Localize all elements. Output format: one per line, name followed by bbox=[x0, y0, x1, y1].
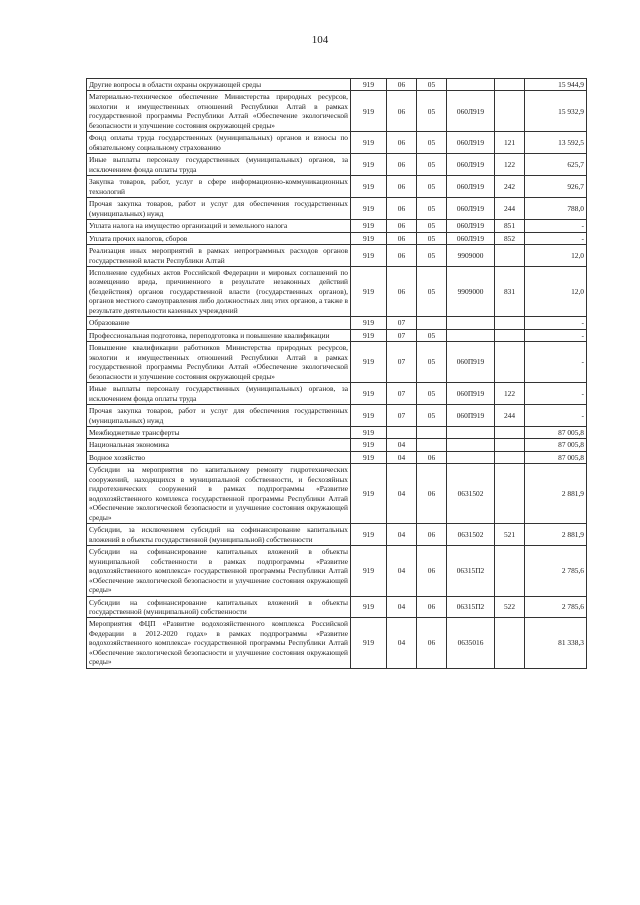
target-code: 060Л919 bbox=[447, 198, 495, 220]
row-name: Фонд оплаты труда государственных (муниципальных) органов и взносы по обязательному социальному страхованию bbox=[87, 132, 351, 154]
table-row bbox=[87, 317, 587, 329]
expense-type-code: 242 bbox=[495, 176, 525, 198]
section-code: 07 bbox=[387, 342, 417, 383]
amount: 13 592,5 bbox=[525, 132, 587, 154]
subsection-code: 05 bbox=[417, 405, 447, 427]
subsection-code: 06 bbox=[417, 451, 447, 463]
expense-type-code: 522 bbox=[495, 596, 525, 618]
target-code bbox=[447, 329, 495, 341]
expense-type-code bbox=[495, 245, 525, 267]
subsection-code: 06 bbox=[417, 464, 447, 524]
row-name: Субсидии на софинансирование капитальных вложений в объекты государственной (муниципальной) собственности bbox=[87, 596, 351, 618]
expense-type-code bbox=[495, 317, 525, 329]
target-code: 060П919 bbox=[447, 342, 495, 383]
target-code: 9909000 bbox=[447, 245, 495, 267]
amount: - bbox=[525, 383, 587, 405]
amount: 2 881,9 bbox=[525, 524, 587, 546]
row-name: Материально-техническое обеспечение Министерства природных ресурсов, экологии и имущественных отношений Республики Алтай в рамках государственной программы Республики Алтай «Обеспечение экологической безопасности и улучшение состояния окружающей среды» bbox=[87, 91, 351, 132]
target-code: 060П919 bbox=[447, 405, 495, 427]
expense-type-code: 122 bbox=[495, 383, 525, 405]
ministry-code: 919 bbox=[351, 79, 387, 91]
table-row bbox=[87, 220, 587, 232]
section-code: 06 bbox=[387, 91, 417, 132]
subsection-code bbox=[417, 317, 447, 329]
target-code: 0631502 bbox=[447, 464, 495, 524]
subsection-code: 05 bbox=[417, 198, 447, 220]
subsection-code: 05 bbox=[417, 132, 447, 154]
table-row bbox=[87, 596, 587, 618]
expense-type-code: 244 bbox=[495, 198, 525, 220]
subsection-code: 05 bbox=[417, 79, 447, 91]
ministry-code: 919 bbox=[351, 342, 387, 383]
section-code: 06 bbox=[387, 232, 417, 244]
target-code bbox=[447, 439, 495, 451]
ministry-code: 919 bbox=[351, 232, 387, 244]
expense-type-code bbox=[495, 439, 525, 451]
row-name: Уплата прочих налогов, сборов bbox=[87, 232, 351, 244]
amount: - bbox=[525, 232, 587, 244]
row-name: Субсидии на софинансирование капитальных вложений в объекты муниципальной собственности в рамках подпрограммы «Развитие водохозяйственного комплекса» государственной программы Республики Алтай «Обеспечение экологической безопасности и улучшение состояния окружающей среды» bbox=[87, 546, 351, 596]
expense-type-code bbox=[495, 79, 525, 91]
section-code: 06 bbox=[387, 176, 417, 198]
amount: - bbox=[525, 220, 587, 232]
section-code bbox=[387, 427, 417, 439]
subsection-code bbox=[417, 427, 447, 439]
expense-type-code: 831 bbox=[495, 266, 525, 316]
subsection-code: 06 bbox=[417, 618, 447, 668]
row-name: Иные выплаты персоналу государственных (муниципальных) органов, за исключением фонда оплаты труда bbox=[87, 383, 351, 405]
target-code: 060Л919 bbox=[447, 132, 495, 154]
amount: 2 785,6 bbox=[525, 596, 587, 618]
section-code: 06 bbox=[387, 154, 417, 176]
amount: 81 338,3 bbox=[525, 618, 587, 668]
section-code: 04 bbox=[387, 464, 417, 524]
expense-type-code: 122 bbox=[495, 154, 525, 176]
section-code: 04 bbox=[387, 439, 417, 451]
ministry-code: 919 bbox=[351, 596, 387, 618]
row-name: Исполнение судебных актов Российской Федерации и мировых соглашений по возмещению вреда, причиненного в результате незаконных действий (бездействия) органов государственной власти (государственных органов), органов местного самоуправления либо должностных лиц этих органов, а также в результате деятельности казенных учреждений bbox=[87, 266, 351, 316]
subsection-code: 05 bbox=[417, 245, 447, 267]
subsection-code: 05 bbox=[417, 383, 447, 405]
ministry-code: 919 bbox=[351, 266, 387, 316]
section-code: 07 bbox=[387, 329, 417, 341]
subsection-code: 05 bbox=[417, 232, 447, 244]
expense-type-code bbox=[495, 329, 525, 341]
row-name: Водное хозяйство bbox=[87, 451, 351, 463]
table-row bbox=[87, 329, 587, 341]
amount: 788,0 bbox=[525, 198, 587, 220]
subsection-code: 05 bbox=[417, 266, 447, 316]
ministry-code: 919 bbox=[351, 618, 387, 668]
target-code bbox=[447, 317, 495, 329]
section-code: 07 bbox=[387, 383, 417, 405]
section-code: 06 bbox=[387, 79, 417, 91]
table-row bbox=[87, 91, 587, 132]
budget-table-body bbox=[87, 79, 587, 669]
expense-type-code: 852 bbox=[495, 232, 525, 244]
ministry-code: 919 bbox=[351, 132, 387, 154]
row-name: Закупка товаров, работ, услуг в сфере информационно-коммуникационных технологий bbox=[87, 176, 351, 198]
section-code: 06 bbox=[387, 132, 417, 154]
row-name: Межбюджетные трансферты bbox=[87, 427, 351, 439]
target-code: 060П919 bbox=[447, 383, 495, 405]
expense-type-code: 521 bbox=[495, 524, 525, 546]
target-code: 060Л919 bbox=[447, 176, 495, 198]
table-row bbox=[87, 383, 587, 405]
section-code: 04 bbox=[387, 524, 417, 546]
section-code: 06 bbox=[387, 245, 417, 267]
target-code: 060Л919 bbox=[447, 220, 495, 232]
amount: 2 785,6 bbox=[525, 546, 587, 596]
table-row bbox=[87, 198, 587, 220]
table-row bbox=[87, 427, 587, 439]
ministry-code: 919 bbox=[351, 405, 387, 427]
expense-type-code: 244 bbox=[495, 405, 525, 427]
subsection-code: 05 bbox=[417, 342, 447, 383]
amount: 15 944,9 bbox=[525, 79, 587, 91]
section-code: 06 bbox=[387, 266, 417, 316]
subsection-code bbox=[417, 439, 447, 451]
row-name: Образование bbox=[87, 317, 351, 329]
target-code bbox=[447, 427, 495, 439]
ministry-code: 919 bbox=[351, 383, 387, 405]
table-row bbox=[87, 451, 587, 463]
ministry-code: 919 bbox=[351, 245, 387, 267]
target-code: 06315П2 bbox=[447, 596, 495, 618]
ministry-code: 919 bbox=[351, 198, 387, 220]
amount: - bbox=[525, 329, 587, 341]
table-row bbox=[87, 524, 587, 546]
ministry-code: 919 bbox=[351, 524, 387, 546]
row-name: Национальная экономика bbox=[87, 439, 351, 451]
section-code: 07 bbox=[387, 405, 417, 427]
ministry-code: 919 bbox=[351, 439, 387, 451]
amount: 2 881,9 bbox=[525, 464, 587, 524]
subsection-code: 05 bbox=[417, 329, 447, 341]
ministry-code: 919 bbox=[351, 317, 387, 329]
expense-type-code: 851 bbox=[495, 220, 525, 232]
ministry-code: 919 bbox=[351, 464, 387, 524]
section-code: 06 bbox=[387, 198, 417, 220]
table-row bbox=[87, 245, 587, 267]
subsection-code: 06 bbox=[417, 546, 447, 596]
subsection-code: 06 bbox=[417, 596, 447, 618]
row-name: Уплата налога на имущество организаций и земельного налога bbox=[87, 220, 351, 232]
subsection-code: 05 bbox=[417, 154, 447, 176]
row-name: Иные выплаты персоналу государственных (муниципальных) органов, за исключением фонда оплаты труда bbox=[87, 154, 351, 176]
expense-type-code: 121 bbox=[495, 132, 525, 154]
expense-type-code bbox=[495, 451, 525, 463]
target-code: 060Л919 bbox=[447, 91, 495, 132]
target-code bbox=[447, 451, 495, 463]
table-row bbox=[87, 176, 587, 198]
subsection-code: 05 bbox=[417, 176, 447, 198]
amount: 87 005,8 bbox=[525, 451, 587, 463]
expense-type-code bbox=[495, 618, 525, 668]
target-code: 0631502 bbox=[447, 524, 495, 546]
table-row bbox=[87, 132, 587, 154]
table-row bbox=[87, 154, 587, 176]
amount: - bbox=[525, 317, 587, 329]
row-name: Профессиональная подготовка, переподготовка и повышение квалификации bbox=[87, 329, 351, 341]
ministry-code: 919 bbox=[351, 154, 387, 176]
row-name: Субсидии на мероприятия по капитальному ремонту гидротехнических сооружений, находящихся в муниципальной собственности, и бесхозяйных гидротехнических сооружений в рамках подпрограммы «Развитие водохозяйственного комплекса государственной программы Республики Алтай «Обеспечение экологической безопасности и улучшение состояния окружающей среды» bbox=[87, 464, 351, 524]
section-code: 06 bbox=[387, 220, 417, 232]
table-row bbox=[87, 405, 587, 427]
section-code: 04 bbox=[387, 596, 417, 618]
row-name: Повышение квалификации работников Министерства природных ресурсов, экологии и имущественных отношений Республики Алтай в рамках государственной программы Республики Алтай «Обеспечение экологической безопасности и улучшение состояния окружающей среды» bbox=[87, 342, 351, 383]
ministry-code: 919 bbox=[351, 91, 387, 132]
section-code: 04 bbox=[387, 618, 417, 668]
expense-type-code bbox=[495, 546, 525, 596]
amount: 87 005,8 bbox=[525, 439, 587, 451]
amount: 87 005,8 bbox=[525, 427, 587, 439]
target-code: 060Л919 bbox=[447, 232, 495, 244]
ministry-code: 919 bbox=[351, 220, 387, 232]
target-code: 0635016 bbox=[447, 618, 495, 668]
expense-type-code bbox=[495, 342, 525, 383]
subsection-code: 05 bbox=[417, 91, 447, 132]
section-code: 07 bbox=[387, 317, 417, 329]
row-name: Прочая закупка товаров, работ и услуг для обеспечения государственных (муниципальных) нужд bbox=[87, 198, 351, 220]
target-code: 9909000 bbox=[447, 266, 495, 316]
budget-table bbox=[86, 78, 587, 669]
amount: - bbox=[525, 342, 587, 383]
ministry-code: 919 bbox=[351, 329, 387, 341]
amount: 12,0 bbox=[525, 245, 587, 267]
amount: - bbox=[525, 405, 587, 427]
target-code: 06315П2 bbox=[447, 546, 495, 596]
expense-type-code bbox=[495, 427, 525, 439]
subsection-code: 06 bbox=[417, 524, 447, 546]
target-code bbox=[447, 79, 495, 91]
ministry-code: 919 bbox=[351, 546, 387, 596]
table-row bbox=[87, 464, 587, 524]
ministry-code: 919 bbox=[351, 176, 387, 198]
table-row bbox=[87, 266, 587, 316]
amount: 625,7 bbox=[525, 154, 587, 176]
amount: 926,7 bbox=[525, 176, 587, 198]
subsection-code: 05 bbox=[417, 220, 447, 232]
row-name: Прочая закупка товаров, работ и услуг для обеспечения государственных (муниципальных) нужд bbox=[87, 405, 351, 427]
ministry-code: 919 bbox=[351, 427, 387, 439]
ministry-code: 919 bbox=[351, 451, 387, 463]
table-row bbox=[87, 79, 587, 91]
amount: 12,0 bbox=[525, 266, 587, 316]
table-row bbox=[87, 618, 587, 668]
amount: 15 932,9 bbox=[525, 91, 587, 132]
section-code: 04 bbox=[387, 546, 417, 596]
page-number: 104 bbox=[311, 34, 329, 46]
row-name: Реализация иных мероприятий в рамках непрограммных расходов органов государственной власти Республики Алтай bbox=[87, 245, 351, 267]
table-row bbox=[87, 546, 587, 596]
row-name: Другие вопросы в области охраны окружающей среды bbox=[87, 79, 351, 91]
expense-type-code bbox=[495, 464, 525, 524]
table-row bbox=[87, 439, 587, 451]
expense-type-code bbox=[495, 91, 525, 132]
row-name: Субсидии, за исключением субсидий на софинансирование капитальных вложений в объекты государственной (муниципальной) собственности bbox=[87, 524, 351, 546]
table-row bbox=[87, 342, 587, 383]
table-row bbox=[87, 232, 587, 244]
row-name: Мероприятия ФЦП «Развитие водохозяйственного комплекса Российской Федерации в 2012-2020 годах» в рамках подпрограммы «Развитие водохозяйственного комплекса» государственной программы Республики Алтай «Обеспечение экологической безопасности и улучшение состояния окружающей среды» bbox=[87, 618, 351, 668]
section-code: 04 bbox=[387, 451, 417, 463]
target-code: 060Л919 bbox=[447, 154, 495, 176]
